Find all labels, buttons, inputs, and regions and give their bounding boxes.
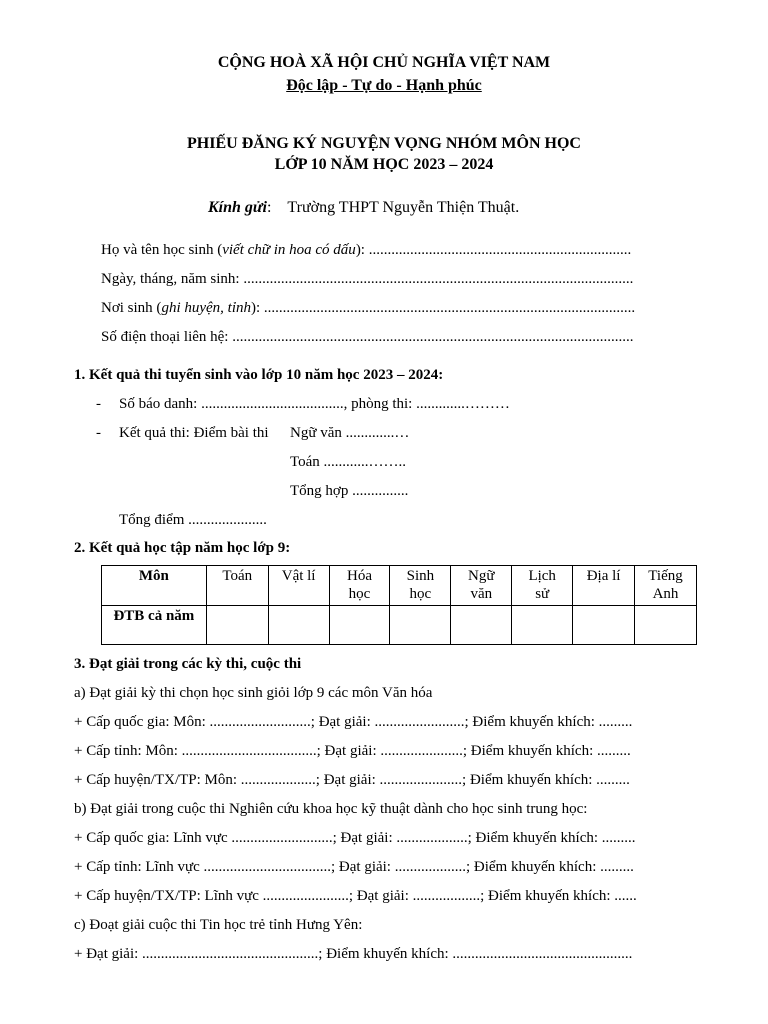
avg-score-cell-history[interactable] bbox=[512, 606, 573, 645]
phone-field[interactable]: Số điện thoại liên hệ: ........................................................................................................... bbox=[101, 329, 634, 345]
pob-label: Nơi sinh ( bbox=[101, 300, 162, 316]
recipient-line bbox=[208, 199, 519, 217]
subject-cell-biology: Sinh học bbox=[390, 566, 451, 606]
student-name-hint: viết chữ in hoa có dấu bbox=[222, 242, 356, 258]
subject-cell-physics: Vật lí bbox=[268, 566, 329, 606]
bullet-2: - bbox=[96, 425, 101, 441]
exam-id-field[interactable]: Số báo danh: ......................................, phòng thi: .............……… bbox=[119, 396, 510, 412]
student-name-label: Họ và tên học sinh ( bbox=[101, 242, 223, 258]
award-it-contest-field[interactable]: + Đạt giải: ...............................................; Điểm khuyến khích: ................................................ bbox=[74, 946, 633, 962]
avg-score-cell-biology[interactable] bbox=[390, 606, 451, 645]
avg-score-cell-literature[interactable] bbox=[451, 606, 512, 645]
section3c-heading: c) Đoạt giải cuộc thi Tin học trẻ tỉnh Hưng Yên: bbox=[74, 917, 363, 933]
form-title-line1: PHIẾU ĐĂNG KÝ NGUYỆN VỌNG NHÓM MÔN HỌC bbox=[187, 135, 581, 152]
nation-heading: CỘNG HOÀ XÃ HỘI CHỦ NGHĨA VIỆT NAM bbox=[217, 54, 551, 71]
score-math-field[interactable]: Toán ............…….. bbox=[290, 454, 407, 470]
award-national-science-field[interactable]: + Cấp quốc gia: Lĩnh vực ...........................; Đạt giải: ...................; Điểm khuyến khích: ......... bbox=[74, 830, 636, 846]
award-province-science-field[interactable]: + Cấp tỉnh: Lĩnh vực ..................................; Đạt giải: ...................; Điểm khuyến khích: ......... bbox=[74, 859, 634, 875]
student-name-field[interactable] bbox=[101, 241, 631, 259]
subject-cell-geography: Địa lí bbox=[573, 566, 635, 606]
table-header-row bbox=[102, 566, 697, 606]
subject-cell-history: Lịch sử bbox=[512, 566, 573, 606]
grades-table bbox=[101, 565, 697, 645]
exam-result-label: Kết quả thi: Điểm bài thi bbox=[119, 425, 269, 441]
award-district-science-field[interactable]: + Cấp huyện/TX/TP: Lĩnh vực .......................; Đạt giải: ..................; Điểm khuyến khích: ...... bbox=[74, 888, 637, 904]
student-name-blank: ): ...................................................................... bbox=[355, 242, 632, 258]
section3-title: 3. Đạt giải trong các kỳ thi, cuộc thi bbox=[74, 656, 302, 672]
motto bbox=[0, 77, 768, 95]
avg-score-cell-geography[interactable] bbox=[573, 606, 635, 645]
total-score-field[interactable]: Tổng điểm ..................... bbox=[119, 512, 267, 528]
avg-score-label-cell: ĐTB cả năm bbox=[102, 606, 207, 645]
motto-text: Độc lập - Tự do - Hạnh phúc bbox=[286, 77, 482, 94]
pob-hint: ghi huyện, tỉnh bbox=[161, 300, 252, 316]
avg-score-cell-chemistry[interactable] bbox=[329, 606, 390, 645]
subject-cell-chemistry: Hóa học bbox=[329, 566, 390, 606]
avg-score-cell-physics[interactable] bbox=[268, 606, 329, 645]
pob-blank: ): ................................................................................................... bbox=[251, 300, 636, 316]
recipient-label: Kính gửi bbox=[208, 199, 267, 216]
subject-cell-literature: Ngữ văn bbox=[451, 566, 512, 606]
pob-field[interactable] bbox=[101, 299, 635, 317]
table-row bbox=[102, 606, 697, 645]
recipient-value: Trường THPT Nguyễn Thiện Thuật. bbox=[287, 199, 520, 216]
score-literature-field[interactable]: Ngữ văn .............… bbox=[290, 425, 410, 441]
subject-header-cell: Môn bbox=[102, 566, 207, 606]
recipient-colon: : bbox=[266, 199, 272, 216]
dob-field[interactable]: Ngày, tháng, năm sinh: ........................................................................................................ bbox=[101, 271, 634, 287]
score-combined-field[interactable]: Tổng hợp ............... bbox=[290, 483, 409, 499]
subject-cell-english: Tiếng Anh bbox=[635, 566, 697, 606]
award-province-culture-field[interactable]: + Cấp tỉnh: Môn: ....................................; Đạt giải: ......................; Điểm khuyến khích: ......... bbox=[74, 743, 631, 759]
award-district-culture-field[interactable]: + Cấp huyện/TX/TP: Môn: ....................; Đạt giải: ......................; Điểm khuyến khích: ......... bbox=[74, 772, 630, 788]
section3a-heading: a) Đạt giải kỳ thi chọn học sinh giỏi lớp 9 các môn Văn hóa bbox=[74, 685, 433, 701]
award-national-culture-field[interactable]: + Cấp quốc gia: Môn: ...........................; Đạt giải: ........................; Điểm khuyến khích: ......... bbox=[74, 714, 633, 730]
section2-title: 2. Kết quả học tập năm học lớp 9: bbox=[74, 540, 291, 556]
avg-score-cell-english[interactable] bbox=[635, 606, 697, 645]
section1-title: 1. Kết quả thi tuyển sinh vào lớp 10 năm học 2023 – 2024: bbox=[74, 367, 444, 383]
form-title-line2: LỚP 10 NĂM HỌC 2023 – 2024 bbox=[274, 156, 494, 173]
subject-cell-math: Toán bbox=[206, 566, 268, 606]
bullet-1: - bbox=[96, 396, 101, 412]
avg-score-cell-math[interactable] bbox=[206, 606, 268, 645]
section3b-heading: b) Đạt giải trong cuộc thi Nghiên cứu khoa học kỹ thuật dành cho học sinh trung học: bbox=[74, 801, 588, 817]
